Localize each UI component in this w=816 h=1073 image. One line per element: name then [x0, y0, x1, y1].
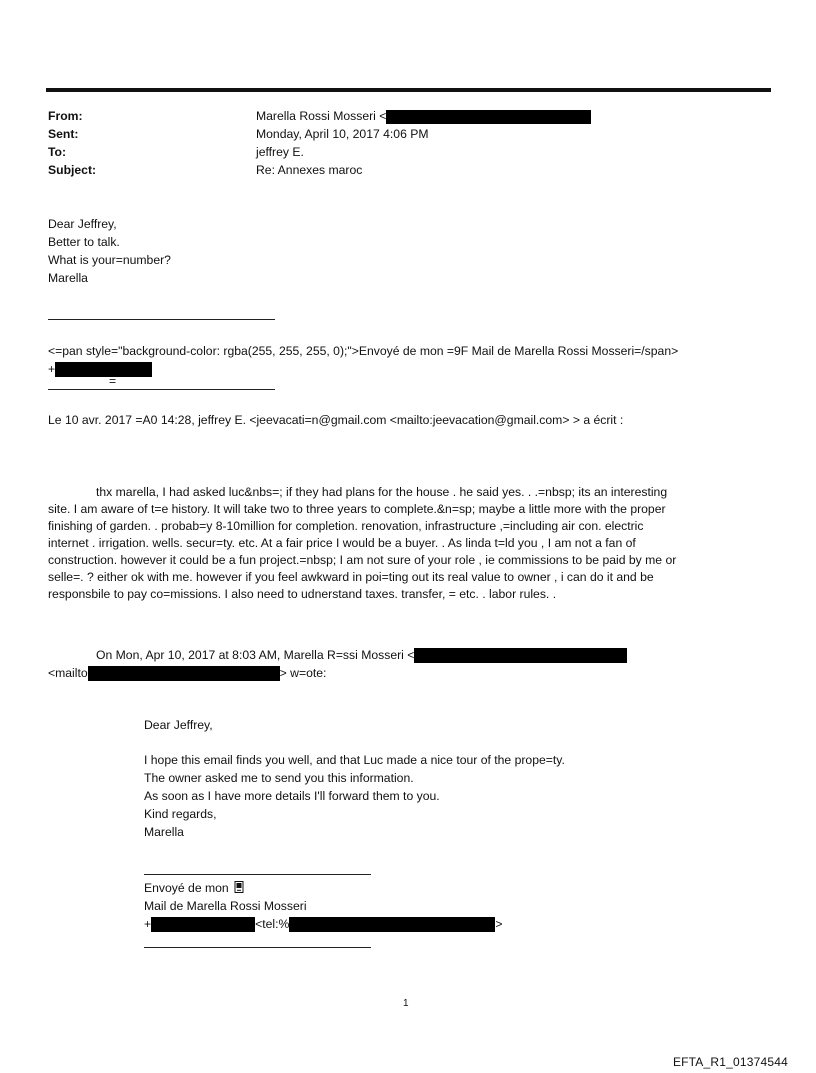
signature-divider [144, 874, 371, 875]
message-line: selle=. ? either ok with me. however if you feel awkward in poi=ting out its real value to owner , i can do it and be [48, 570, 654, 584]
jeffrey-message [48, 484, 768, 603]
message-line: finishing of garden. . probab=y 8-10million for completion. renovation, infrastructure ,=including air con. electric [48, 519, 644, 533]
from-label: From: [48, 109, 83, 123]
to-label: To: [48, 145, 67, 159]
subject-label: Subject: [48, 163, 97, 177]
reply-body [48, 216, 171, 288]
reply-line: Better to talk. [48, 235, 120, 249]
reply-line: Marella [48, 271, 88, 285]
to-row [48, 144, 591, 162]
mailto-text: <mailto [48, 666, 88, 680]
original-line: Marella [144, 825, 184, 839]
quote-header-line: Le 10 avr. 2017 =A0 14:28, jeffrey E. <jeevacati=n@gmail.com <mailto:jeevacation@gmail.com> > a écrit : [48, 413, 624, 427]
tel-line [144, 916, 502, 934]
phone-line [48, 361, 678, 379]
reply-line: Dear Jeffrey, [48, 217, 117, 231]
top-rule [46, 88, 771, 92]
message-line: thx marella, I had asked luc&nbs=; if they had plans for the house . he said yes. . .=nbsp; its an interesting [96, 485, 668, 499]
on-mon-header [48, 647, 627, 683]
redaction-box [289, 917, 495, 932]
original-line: The owner asked me to send you this information. [144, 771, 414, 785]
close-bracket: > [495, 917, 503, 931]
original-line: I hope this email finds you well, and that Luc made a nice tour of the prope=ty. [144, 753, 565, 767]
to-value: jeffrey E. [256, 145, 304, 159]
subject-row [48, 162, 591, 180]
signature-divider [48, 389, 275, 390]
equals-mark: = [109, 374, 117, 388]
original-line: Kind regards, [144, 807, 217, 821]
envoye-text: Envoyé de mon [144, 881, 229, 895]
wrote-text: > w=ote: [279, 666, 327, 680]
mobile-phone-icon [234, 881, 244, 893]
message-line: site. I am aware of t=e history. It will take two to three years to complete.&n=sp; maybe a little more with the proper [48, 502, 666, 516]
tel-text: <tel:% [255, 917, 290, 931]
bates-number: EFTA_R1_01374544 [672, 1055, 788, 1069]
from-row [48, 108, 591, 126]
sent-value: Monday, April 10, 2017 4:06 PM [256, 127, 429, 141]
email-header [48, 108, 591, 180]
redaction-box [386, 110, 591, 124]
subject-value: Re: Annexes maroc [256, 163, 363, 177]
signature-block-2 [144, 880, 502, 934]
sent-row [48, 126, 591, 144]
envoye-line [144, 880, 502, 898]
greeting: Dear Jeffrey, [144, 718, 213, 732]
message-line: construction. however it could be a fun project.=nbsp; I am not sure of your role , ie commissions to be paid by me or [48, 553, 677, 567]
reply-line: What is your=number? [48, 253, 171, 267]
redaction-box [151, 917, 255, 932]
redaction-box [55, 362, 152, 377]
signature-divider [144, 947, 371, 948]
plus-sign: + [48, 362, 56, 376]
message-line: responsbile to pay co=missions. I also need to udnerstand taxes. transfer, = etc. . labor rules. . [48, 587, 557, 601]
redaction-box [88, 666, 280, 681]
message-line: internet . irrigation. wells. secur=ty. etc. At a fair price I would be a buyer. . As linda t=ld you , I am not a fan of [48, 536, 636, 550]
redaction-box [414, 648, 627, 663]
quote-header [48, 412, 623, 430]
sent-label: Sent: [48, 127, 79, 141]
original-line: As soon as I have more details I'll forward them to you. [144, 789, 440, 803]
on-mon-text: On Mon, Apr 10, 2017 at 8:03 AM, Marella R=ssi Mosseri < [96, 648, 415, 662]
signature-block [48, 343, 678, 379]
mailto-line [48, 665, 627, 683]
mail-de-line: Mail de Marella Rossi Mosseri [144, 899, 307, 913]
from-value: Marella Rossi Mosseri < [256, 109, 387, 123]
signature-divider [48, 319, 275, 320]
plus-sign: + [144, 917, 152, 931]
span-html-line: <=pan style="background-color: rgba(255, 255, 255, 0);">Envoyé de mon =9F Mail de Marella Rossi Mosseri=/span> [48, 344, 679, 358]
original-message [144, 717, 565, 842]
page-number: 1 [403, 998, 409, 1009]
on-mon-line [48, 647, 627, 665]
